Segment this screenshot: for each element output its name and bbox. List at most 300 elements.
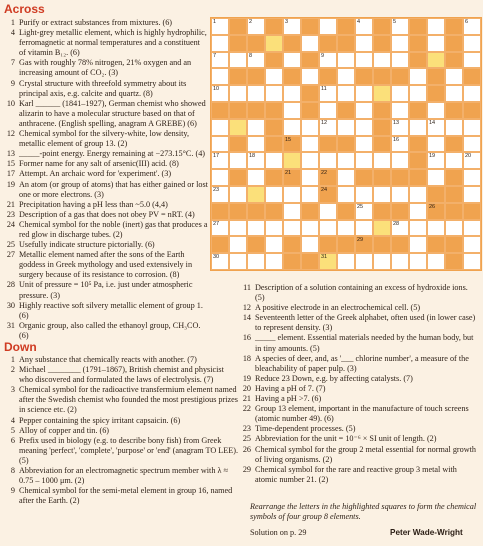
grid-clue-number: 2	[249, 19, 253, 25]
grid-cell[interactable]	[211, 136, 229, 153]
grid-clue-number: 12	[321, 119, 328, 126]
grid-cell[interactable]	[337, 169, 355, 186]
across-clue-text: Organic group, also called the ethanoyl group, CH₃CO. (6)	[19, 320, 201, 340]
grid-clue-number: 10	[213, 86, 220, 93]
grid-cell[interactable]	[427, 220, 445, 237]
grid-cell[interactable]	[355, 119, 373, 136]
down-clue-number: 11	[243, 283, 251, 292]
across-clue	[4, 250, 208, 280]
grid-cell[interactable]	[391, 85, 409, 102]
grid-cell[interactable]	[337, 85, 355, 102]
crossword-grid	[210, 17, 482, 271]
rearrange-note	[250, 502, 478, 522]
grid-block	[445, 18, 463, 35]
grid-block	[229, 169, 247, 186]
grid-clue-number: 26	[429, 203, 436, 210]
down-clue-number: 29	[242, 464, 251, 474]
grid-cell[interactable]	[283, 220, 301, 237]
grid-cell[interactable]	[229, 253, 247, 270]
grid-cell[interactable]	[427, 18, 445, 35]
grid-clue-number: 18	[249, 153, 256, 160]
across-clue-number: 30	[6, 300, 15, 310]
grid-block	[445, 186, 463, 203]
down-clue	[4, 416, 240, 426]
grid-cell[interactable]	[283, 186, 301, 203]
grid-cell[interactable]	[463, 186, 481, 203]
grid-block	[391, 203, 409, 220]
grid-cell[interactable]	[247, 85, 265, 102]
grid-cell-highlighted[interactable]	[283, 152, 301, 169]
across-clue-number: 17	[6, 169, 15, 179]
grid-cell[interactable]	[337, 152, 355, 169]
grid-clue-number: 28	[393, 220, 400, 227]
grid-cell[interactable]	[355, 152, 373, 169]
across-clue	[4, 180, 208, 200]
grid-cell[interactable]	[391, 119, 409, 136]
grid-cell[interactable]	[337, 119, 355, 136]
grid-cell[interactable]	[265, 68, 283, 85]
grid-block	[247, 68, 265, 85]
grid-cell[interactable]	[463, 18, 481, 35]
grid-cell[interactable]	[301, 236, 319, 253]
down-clue-text: Abbreviation for the unit = 10⁻⁶ × SI unit of length. (2)	[255, 434, 437, 444]
grid-cell[interactable]	[265, 152, 283, 169]
grid-cell[interactable]	[247, 119, 265, 136]
grid-cell[interactable]	[229, 186, 247, 203]
grid-cell[interactable]	[211, 169, 229, 186]
grid-cell[interactable]	[409, 68, 427, 85]
grid-block	[301, 85, 319, 102]
down-clue-number: 20	[242, 383, 251, 393]
grid-cell[interactable]	[319, 119, 337, 136]
down-clue	[4, 426, 240, 436]
grid-cell[interactable]	[391, 186, 409, 203]
grid-clue-number: 27	[213, 220, 220, 227]
grid-cell[interactable]	[301, 220, 319, 237]
grid-cell[interactable]	[463, 119, 481, 136]
grid-cell[interactable]	[463, 253, 481, 270]
grid-block	[427, 85, 445, 102]
grid-cell[interactable]	[463, 35, 481, 52]
grid-block	[427, 203, 445, 220]
grid-clue-number: 15	[285, 136, 292, 143]
grid-block	[283, 35, 301, 52]
grid-clue-number: 8	[249, 52, 253, 59]
grid-cell[interactable]	[409, 119, 427, 136]
across-clue-number: 7	[10, 58, 15, 68]
grid-cell[interactable]	[355, 220, 373, 237]
across-clue-number: 28	[6, 280, 15, 290]
across-clue-number: 13	[6, 149, 15, 159]
grid-cell[interactable]	[427, 102, 445, 119]
grid-block	[373, 68, 391, 85]
grid-cell[interactable]	[355, 85, 373, 102]
across-clue-number: 21	[6, 199, 15, 209]
grid-block	[373, 102, 391, 119]
grid-block	[229, 203, 247, 220]
grid-block	[337, 136, 355, 153]
grid-cell[interactable]	[229, 85, 247, 102]
down-clue-text: Having a pH of 7. (7)	[255, 383, 326, 393]
grid-block	[265, 119, 283, 136]
grid-block	[319, 169, 337, 186]
down-clue-number: 16	[242, 333, 251, 343]
across-clue-text: Usefully indicate structure pictorially. (6)	[19, 240, 155, 250]
grid-block	[301, 102, 319, 119]
grid-block	[337, 102, 355, 119]
across-clue	[4, 240, 208, 250]
across-clue	[4, 18, 208, 28]
down-clue-text: Prefix used in biology (e.g. to describe bony fish) from Greek meaning 'perfect', 'complete', 'purpose' or 'end' (anagram TO LEE). (5)	[19, 435, 239, 465]
across-clue	[4, 200, 208, 210]
grid-cell[interactable]	[319, 18, 337, 35]
grid-cell[interactable]	[463, 85, 481, 102]
down-clue-number: 19	[242, 373, 251, 383]
grid-block	[427, 68, 445, 85]
grid-cell[interactable]	[355, 203, 373, 220]
grid-cell[interactable]	[229, 236, 247, 253]
grid-cell[interactable]	[319, 102, 337, 119]
across-clue-number: 1	[10, 18, 15, 27]
grid-block	[445, 136, 463, 153]
across-clue-number: 9	[10, 78, 15, 88]
grid-cell[interactable]	[211, 119, 229, 136]
down-clue-number: 18	[242, 353, 251, 363]
grid-clue-number: 25	[357, 203, 364, 210]
grid-cell[interactable]	[211, 85, 229, 102]
grid-cell-highlighted[interactable]	[247, 186, 265, 203]
grid-cell[interactable]	[319, 52, 337, 69]
grid-cell[interactable]	[355, 102, 373, 119]
down-clue	[240, 333, 478, 353]
grid-block	[409, 35, 427, 52]
grid-block	[283, 68, 301, 85]
grid-cell[interactable]	[301, 119, 319, 136]
grid-block	[391, 68, 409, 85]
grid-cell[interactable]	[445, 68, 463, 85]
down-clue-number: 21	[242, 394, 251, 404]
grid-block	[301, 18, 319, 35]
grid-cell[interactable]	[355, 186, 373, 203]
across-clue	[4, 149, 208, 159]
across-clue-number: 25	[6, 240, 15, 250]
grid-cell[interactable]	[265, 186, 283, 203]
grid-cell[interactable]	[463, 236, 481, 253]
grid-cell-highlighted[interactable]	[373, 85, 391, 102]
across-clue	[4, 129, 208, 149]
grid-block	[301, 203, 319, 220]
across-clue-text: Purify or extract substances from mixtures. (6)	[19, 18, 173, 27]
grid-clue-number: 19	[429, 153, 436, 160]
grid-block	[373, 18, 391, 35]
across-heading: Across	[4, 2, 45, 16]
grid-block	[409, 102, 427, 119]
grid-clue-number: 7	[213, 52, 217, 59]
across-clue-text: Chemical symbol for the silvery-white, low density, metallic element of group 13. (2)	[19, 129, 190, 149]
across-clue-text: Former name for any salt of arsenic(III) acid. (8)	[19, 159, 179, 169]
grid-cell[interactable]	[337, 186, 355, 203]
across-clue-number: 4	[10, 28, 15, 38]
down-clue	[4, 436, 240, 466]
grid-cell[interactable]	[247, 253, 265, 270]
grid-cell[interactable]	[301, 152, 319, 169]
grid-block	[265, 169, 283, 186]
grid-cell-highlighted[interactable]	[265, 35, 283, 52]
grid-cell[interactable]	[283, 52, 301, 69]
grid-cell[interactable]	[211, 253, 229, 270]
grid-cell[interactable]	[355, 35, 373, 52]
grid-cell[interactable]	[229, 52, 247, 69]
grid-cell[interactable]	[409, 203, 427, 220]
grid-block	[247, 35, 265, 52]
grid-cell[interactable]	[247, 169, 265, 186]
grid-cell[interactable]	[211, 152, 229, 169]
grid-cell[interactable]	[445, 119, 463, 136]
across-clue	[4, 99, 208, 129]
grid-cell[interactable]	[409, 236, 427, 253]
grid-cell[interactable]	[283, 203, 301, 220]
grid-cell[interactable]	[283, 85, 301, 102]
across-clue-number: 27	[6, 250, 15, 260]
down-clue	[240, 313, 478, 333]
grid-clue-number: 5	[393, 19, 397, 25]
grid-cell[interactable]	[337, 52, 355, 69]
grid-block	[211, 102, 229, 119]
grid-clue-number: 14	[429, 119, 436, 126]
down-clue-number: 9	[10, 486, 15, 496]
grid-cell[interactable]	[355, 18, 373, 35]
across-clue-text: Precipitation having a pH less than ~5.0 (4,4)	[19, 199, 168, 209]
grid-cell[interactable]	[229, 220, 247, 237]
grid-cell[interactable]	[391, 18, 409, 35]
down-clue-number: 1	[10, 355, 15, 364]
grid-cell-highlighted[interactable]	[373, 220, 391, 237]
grid-cell[interactable]	[211, 18, 229, 35]
down-clue	[240, 394, 478, 404]
grid-cell[interactable]	[211, 220, 229, 237]
grid-cell[interactable]	[373, 152, 391, 169]
grid-block	[409, 18, 427, 35]
grid-cell[interactable]	[301, 68, 319, 85]
across-clue-number: 12	[6, 129, 15, 139]
grid-clue-number: 9	[321, 52, 325, 59]
across-clue-text: Gas with roughly 78% nitrogen, 21% oxygen and an increasing amount of CO₂. (3)	[19, 58, 192, 78]
grid-block	[319, 136, 337, 153]
grid-cell[interactable]	[409, 85, 427, 102]
grid-cell[interactable]	[409, 220, 427, 237]
grid-block	[409, 169, 427, 186]
grid-cell[interactable]	[463, 152, 481, 169]
across-clue-text: Attempt. An archaic word for 'experiment'. (3)	[19, 169, 172, 179]
grid-cell[interactable]	[265, 85, 283, 102]
grid-cell[interactable]	[265, 236, 283, 253]
grid-cell[interactable]	[211, 186, 229, 203]
grid-cell[interactable]	[283, 18, 301, 35]
down-clue-text: Any substance that chemically reacts with another. (7)	[19, 355, 197, 364]
grid-clue-number: 17	[213, 153, 220, 160]
grid-block	[247, 102, 265, 119]
down-clue-number: 2	[10, 365, 15, 375]
grid-cell[interactable]	[391, 253, 409, 270]
grid-cell[interactable]	[265, 253, 283, 270]
grid-cell-highlighted[interactable]	[319, 253, 337, 270]
grid-block	[319, 186, 337, 203]
across-clue-text: Crystal structure with threefold symmetry about its principal axis, e.g. calcite and quartz. (8)	[19, 78, 187, 98]
down-clue-number: 8	[10, 466, 15, 476]
grid-block	[463, 203, 481, 220]
across-clue-text: Description of a gas that does not obey PV = nRT. (4)	[19, 209, 195, 219]
grid-block	[409, 152, 427, 169]
grid-cell[interactable]	[391, 35, 409, 52]
grid-block	[319, 236, 337, 253]
grid-cell[interactable]	[391, 220, 409, 237]
down-clue-number: 14	[242, 313, 251, 323]
grid-cell[interactable]	[445, 85, 463, 102]
down-clue-text: Description of a solution containing an excess of hydroxide ions. (5)	[255, 283, 468, 303]
grid-cell[interactable]	[319, 203, 337, 220]
grid-clue-number: 22	[321, 170, 328, 177]
down-clue	[240, 434, 478, 444]
grid-cell[interactable]	[373, 253, 391, 270]
grid-cell-highlighted[interactable]	[229, 119, 247, 136]
down-clue-text: Chemical symbol for the semi-metal element in group 16, named after the Earth. (2)	[19, 486, 233, 506]
grid-cell[interactable]	[265, 220, 283, 237]
grid-cell[interactable]	[355, 253, 373, 270]
grid-cell[interactable]	[247, 52, 265, 69]
grid-cell[interactable]	[283, 102, 301, 119]
across-clue	[4, 321, 208, 341]
grid-cell[interactable]	[301, 169, 319, 186]
down-clue	[240, 283, 478, 303]
grid-cell[interactable]	[409, 253, 427, 270]
grid-clue-number: 16	[393, 136, 400, 143]
grid-block	[373, 119, 391, 136]
down-clue	[4, 365, 240, 385]
grid-cell[interactable]	[373, 186, 391, 203]
across-clue-number: 24	[6, 219, 15, 229]
across-clue-text: Karl ______ (1841–1927), German chemist who showed alizarin to have a molecular structure based on that of anthracene. (English spelling, anagram A GREBE) (6)	[19, 98, 206, 128]
grid-cell[interactable]	[319, 220, 337, 237]
grid-cell[interactable]	[229, 152, 247, 169]
grid-cell[interactable]	[427, 169, 445, 186]
across-clue-number: 19	[6, 179, 15, 189]
grid-cell[interactable]	[319, 85, 337, 102]
grid-cell[interactable]	[211, 68, 229, 85]
grid-cell[interactable]	[211, 35, 229, 52]
grid-clue-number: 20	[465, 153, 472, 160]
down-clue	[4, 486, 240, 506]
across-clue-list	[4, 18, 208, 341]
across-clue-number: 10	[6, 98, 15, 108]
grid-clue-number: 6	[465, 19, 469, 25]
across-clue	[4, 58, 208, 78]
grid-cell[interactable]	[247, 18, 265, 35]
grid-cell[interactable]	[463, 220, 481, 237]
grid-cell[interactable]	[301, 35, 319, 52]
grid-cell[interactable]	[211, 52, 229, 69]
grid-cell[interactable]	[391, 52, 409, 69]
grid-cell[interactable]	[391, 136, 409, 153]
grid-block	[301, 253, 319, 270]
down-clue-list	[4, 355, 240, 506]
grid-cell[interactable]	[373, 52, 391, 69]
grid-cell[interactable]	[427, 253, 445, 270]
grid-cell[interactable]	[247, 136, 265, 153]
grid-clue-number: 3	[285, 19, 289, 25]
grid-block	[337, 203, 355, 220]
grid-block	[229, 102, 247, 119]
grid-block	[301, 52, 319, 69]
grid-block	[355, 236, 373, 253]
grid-cell[interactable]	[247, 152, 265, 169]
grid-cell[interactable]	[427, 152, 445, 169]
across-clue-text: Unit of pressure = 10⁵ Pa, i.e. just under atmospheric pressure. (3)	[19, 280, 193, 300]
grid-cell[interactable]	[283, 119, 301, 136]
down-clue-text: Chemical symbol for the radioactive transfermium element named after the Swedish chemist who founded the most prestigious prizes in science etc. (2)	[19, 385, 238, 415]
grid-cell[interactable]	[355, 52, 373, 69]
grid-cell[interactable]	[391, 102, 409, 119]
grid-cell[interactable]	[337, 253, 355, 270]
grid-block	[337, 236, 355, 253]
grid-cell[interactable]	[319, 152, 337, 169]
grid-clue-number: 21	[285, 170, 292, 177]
grid-cell[interactable]	[427, 119, 445, 136]
grid-clue-number: 29	[357, 237, 364, 244]
grid-cell[interactable]	[391, 152, 409, 169]
grid-block	[229, 18, 247, 35]
grid-cell[interactable]	[427, 35, 445, 52]
grid-block	[229, 136, 247, 153]
across-clue	[4, 159, 208, 169]
across-clue-text: An atom (or group of atoms) that has either gained or lost one or more electrons. (3)	[19, 179, 208, 199]
grid-block	[337, 18, 355, 35]
grid-block	[445, 52, 463, 69]
grid-cell[interactable]	[445, 220, 463, 237]
grid-cell[interactable]	[445, 152, 463, 169]
grid-cell[interactable]	[301, 186, 319, 203]
down-clue-number: 26	[242, 444, 251, 454]
down-clue-text: Michael ________ (1791–1867), British chemist and physicist who discovered and formulated the laws of electrolysis. (7)	[19, 365, 224, 385]
down-clue	[240, 384, 478, 394]
grid-cell[interactable]	[337, 68, 355, 85]
across-clue-text: Highly reactive soft silvery metallic element of group 1. (6)	[19, 300, 203, 320]
grid-block	[283, 253, 301, 270]
grid-cell[interactable]	[463, 136, 481, 153]
across-clue-text: Metallic element named after the sons of the Earth goddess in Greek mythology and used extensively in surgery because of its resistance to corrosion. (8)	[19, 250, 193, 280]
grid-block	[211, 203, 229, 220]
across-clue	[4, 169, 208, 179]
grid-cell[interactable]	[463, 169, 481, 186]
down-clue	[240, 465, 478, 485]
grid-block	[247, 236, 265, 253]
grid-block	[373, 169, 391, 186]
grid-cell[interactable]	[427, 136, 445, 153]
grid-cell-highlighted[interactable]	[427, 52, 445, 69]
grid-cell[interactable]	[337, 220, 355, 237]
grid-block	[463, 68, 481, 85]
across-clue-text: _____-point energy. Energy remaining at −273.15°C. (4)	[19, 149, 206, 159]
grid-block	[373, 236, 391, 253]
grid-cell[interactable]	[301, 136, 319, 153]
down-clue-number: 6	[10, 435, 15, 445]
grid-cell[interactable]	[247, 220, 265, 237]
grid-cell[interactable]	[355, 136, 373, 153]
grid-cell[interactable]	[409, 186, 427, 203]
down-clue-text: Alloy of copper and tin. (6)	[19, 425, 110, 435]
down-clue-number: 5	[10, 425, 15, 435]
across-clue-number: 23	[6, 209, 15, 219]
grid-cell[interactable]	[463, 52, 481, 69]
